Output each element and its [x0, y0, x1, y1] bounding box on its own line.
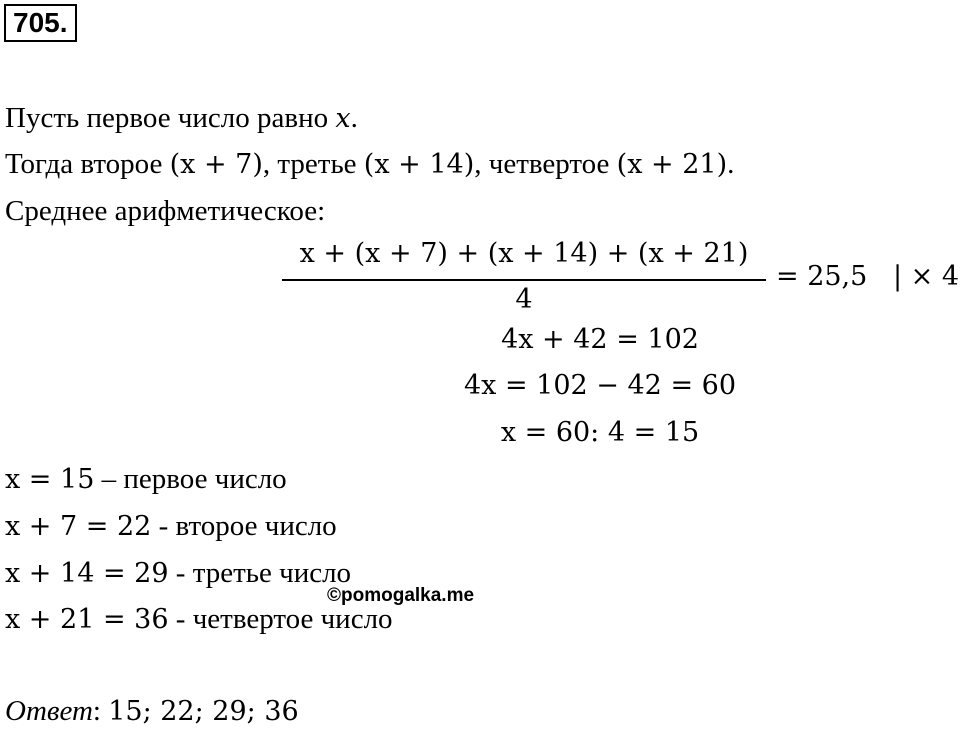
intro-line-2	[5, 147, 734, 182]
answer-colon: :	[92, 695, 101, 727]
intro-line-1	[5, 101, 358, 136]
problem-number: 705.	[4, 4, 77, 42]
intro-line-2-expr-1: (x + 7)	[169, 149, 263, 180]
fraction-bar	[282, 279, 766, 281]
equation-numerator: x + (x + 7) + (x + 14) + (x + 21)	[299, 238, 749, 269]
answer-values: 15; 22; 29; 36	[108, 696, 299, 727]
result-3-label: - третье число	[168, 557, 352, 589]
result-4	[5, 602, 393, 637]
result-1	[5, 462, 287, 497]
result-3-expr: x + 14 = 29	[5, 558, 169, 589]
intro-line-2-d: .	[727, 148, 735, 180]
answer-label: Ответ	[5, 695, 93, 727]
intro-line-3: Среднее арифметическое:	[5, 195, 326, 227]
result-1-expr: x = 15	[5, 464, 95, 495]
answer-line	[5, 694, 299, 729]
watermark: ©pomogalka.me	[327, 585, 475, 606]
intro-line-2-a: Тогда второе	[5, 148, 170, 180]
result-1-label: – первое число	[94, 463, 287, 495]
intro-line-1-text: Пусть первое число равно	[5, 102, 336, 134]
intro-line-2-expr-3: (x + 21)	[616, 149, 728, 180]
intro-line-1-end: .	[350, 102, 358, 134]
step-3: x = 60: 4 = 15	[500, 417, 700, 448]
intro-line-1-var: x	[335, 103, 351, 134]
step-1: 4x + 42 = 102	[501, 324, 699, 355]
result-3	[5, 556, 351, 591]
result-4-label: - четвертое число	[168, 603, 393, 635]
result-2	[5, 509, 337, 544]
equation-multiplier: | × 4	[893, 261, 960, 292]
intro-line-2-expr-2: (x + 14)	[363, 149, 475, 180]
intro-line-2-b: , третье	[262, 148, 364, 180]
intro-line-2-c: , четвертое	[474, 148, 617, 180]
equation-rhs: = 25,5	[776, 261, 868, 292]
result-4-expr: x + 21 = 36	[5, 604, 169, 635]
result-2-label: - второе число	[151, 510, 337, 542]
equation-denominator: 4	[515, 284, 533, 315]
result-2-expr: x + 7 = 22	[5, 511, 152, 542]
step-2: 4x = 102 − 42 = 60	[463, 370, 737, 401]
